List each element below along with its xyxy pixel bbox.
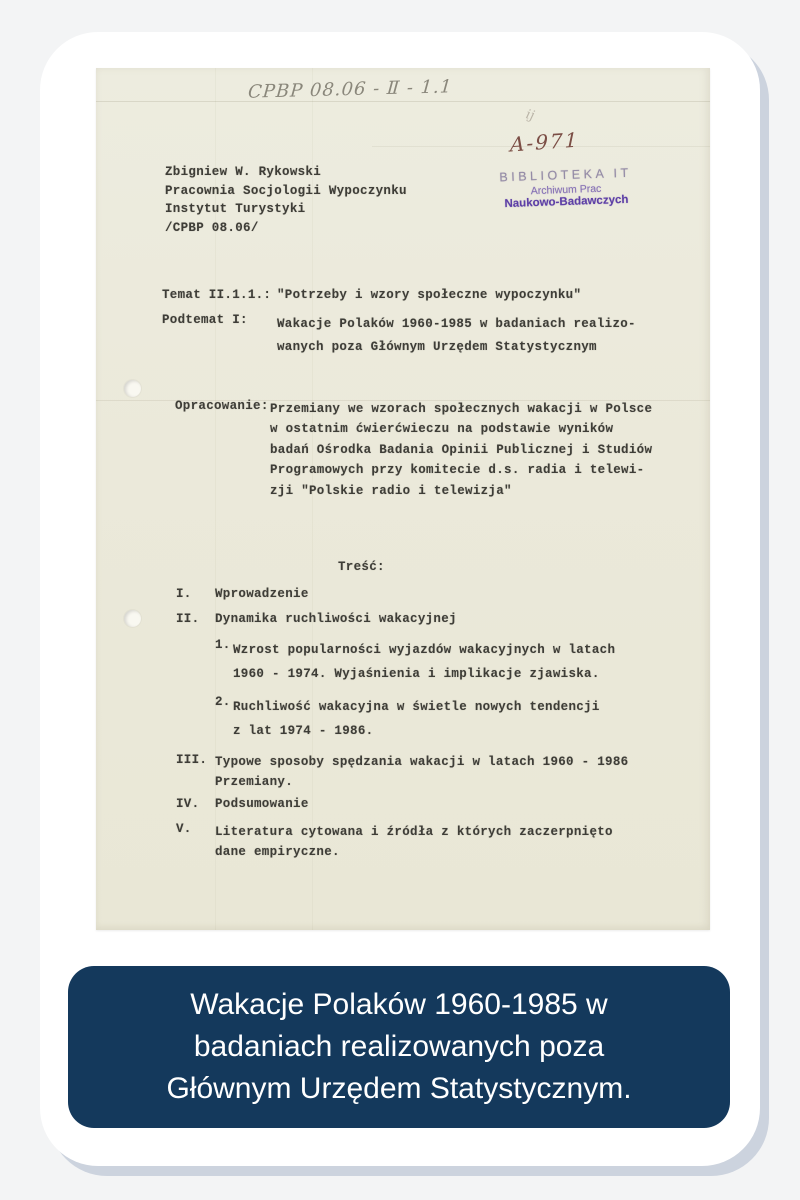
stamp-line-3: Naukowo-Badawczych <box>504 194 629 211</box>
toc-subitem-number: 2. <box>215 695 231 709</box>
toc-item-podsumowanie: Podsumowanie <box>215 797 309 811</box>
stamp-line-1: BIBLIOTEKA IT <box>499 165 632 185</box>
toc-subitem-number: 1. <box>215 638 231 652</box>
caption-plate <box>68 966 730 1128</box>
document-card <box>40 32 760 1166</box>
toc-item-line: dane empiryczne. <box>215 845 340 859</box>
author-program-code: /CPBP 08.06/ <box>165 220 259 235</box>
toc-item-typowe <box>215 753 628 792</box>
toc-item-line: Literatura cytowana i źródła z których zaczerpnięto <box>215 825 613 839</box>
paper-crease <box>96 101 710 102</box>
temat-value: "Potrzeby i wzory społeczne wypoczynku" <box>277 288 582 302</box>
hole-punch <box>124 380 141 397</box>
stamp-line-2: Archiwum Prac <box>530 183 602 198</box>
opracowanie-line: zji "Polskie radio i telewizja" <box>270 483 512 498</box>
toc-subitem-line: z lat 1974 - 1986. <box>233 724 374 738</box>
toc-roman-i: I. <box>176 587 192 601</box>
toc-item-literatura <box>215 822 613 862</box>
scanned-document <box>96 68 710 930</box>
opracowanie-line: badań Ośrodka Badania Opinii Publicznej i Studiów <box>270 442 653 457</box>
library-stamp <box>485 165 646 212</box>
podtemat-line: wanych poza Głównym Urzędem Statystycznym <box>277 339 597 354</box>
toc-roman-v: V. <box>176 822 192 836</box>
toc-item-wprowadzenie: Wprowadzenie <box>215 587 309 601</box>
toc-item-dynamika: Dynamika ruchliwości wakacyjnej <box>215 612 457 626</box>
toc-subitem-line: Wzrost popularności wyjazdów wakacyjnych w latach <box>233 643 616 657</box>
podtemat-value <box>277 313 636 358</box>
author-name: Zbigniew W. Rykowski <box>165 165 322 179</box>
pen-scribble: ij <box>524 107 536 124</box>
podtemat-label: Podtemat I: <box>162 313 248 327</box>
author-unit: Pracownia Socjologii Wypoczynku <box>165 183 407 198</box>
hole-punch <box>124 610 141 627</box>
author-block <box>165 163 407 237</box>
opracowanie-value <box>270 399 652 501</box>
inventory-number: A-971 <box>509 127 580 157</box>
toc-roman-iv: IV. <box>176 797 200 811</box>
podtemat-line: Wakacje Polaków 1960-1985 w badaniach realizo- <box>277 317 636 331</box>
opracowanie-line: w ostatnim ćwierćwieczu na podstawie wyników <box>270 422 614 437</box>
toc-item-line: Przemiany. <box>215 774 294 789</box>
caption-line: Głównym Urzędem Statystycznym. <box>166 1072 632 1105</box>
temat-label: Temat II.1.1.: <box>162 288 272 302</box>
opracowanie-line: Programowych przy komitecie d.s. radia i telewi- <box>270 463 645 478</box>
opracowanie-label: Opracowanie: <box>175 399 269 413</box>
opracowanie-line: Przemiany we wzorach społecznych wakacji w Polsce <box>270 402 653 416</box>
toc-title: Treść: <box>338 560 385 574</box>
pencil-classification-code: CPBP 08.06 - Ⅱ - 1.1 <box>247 76 454 103</box>
author-institute: Instytut Turystyki <box>165 202 306 217</box>
caption-line: Wakacje Polaków 1960-1985 w <box>190 988 608 1021</box>
toc-subitem-line: 1960 - 1974. Wyjaśnienia i implikacje zjawiska. <box>233 667 600 681</box>
toc-subitem-1 <box>215 638 615 686</box>
toc-item-line: Typowe sposoby spędzania wakacji w latach 1960 - 1986 <box>215 755 629 769</box>
caption-line: badaniach realizowanych poza <box>193 1030 605 1063</box>
toc-subitem-2 <box>215 695 600 743</box>
toc-subitem-line: Ruchliwość wakacyjna w świetle nowych tendencji <box>233 700 600 714</box>
toc-roman-ii: II. <box>176 612 200 626</box>
toc-roman-iii: III. <box>176 753 208 767</box>
